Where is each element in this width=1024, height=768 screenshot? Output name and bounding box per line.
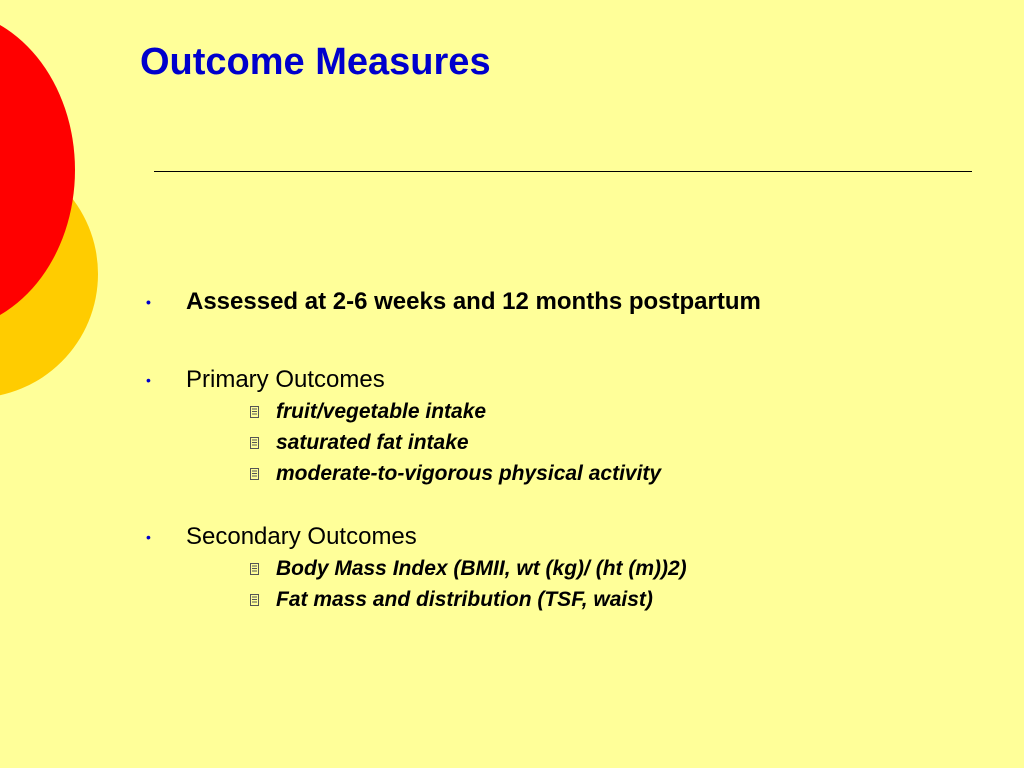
sub-item <box>186 584 1000 615</box>
bullet-dot-icon: • <box>146 529 151 545</box>
sub-item <box>186 396 1000 427</box>
primary-outcomes-list <box>186 396 1000 489</box>
bullet-dot-icon: • <box>146 294 151 310</box>
sub-item-text: fruit/vegetable intake <box>276 400 487 423</box>
bullet-text: Secondary Outcomes <box>186 523 417 550</box>
document-lines-icon <box>250 437 259 449</box>
bullet-primary-outcomes <box>140 366 1000 489</box>
sub-item-text: Fat mass and distribution (TSF, waist) <box>276 588 653 611</box>
bullet-text: Assessed at 2-6 weeks and 12 months postpartum <box>186 288 761 315</box>
bullet-text: Primary Outcomes <box>186 366 385 393</box>
bullet-list <box>140 288 1000 615</box>
title-divider <box>154 171 972 172</box>
slide-title: Outcome Measures <box>140 41 491 83</box>
sub-item-text: saturated fat intake <box>276 431 469 454</box>
sub-item-text: Body Mass Index (BMII, wt (kg)/ (ht (m))2) <box>276 557 687 580</box>
bullet-assessment <box>140 288 1000 316</box>
document-lines-icon <box>250 468 259 480</box>
secondary-outcomes-list <box>186 553 1000 615</box>
document-lines-icon <box>250 406 259 418</box>
sub-item <box>186 427 1000 458</box>
bullet-dot-icon: • <box>146 372 151 388</box>
sub-item <box>186 553 1000 584</box>
bullet-secondary-outcomes <box>140 523 1000 615</box>
sub-item <box>186 458 1000 489</box>
document-lines-icon <box>250 594 259 606</box>
document-lines-icon <box>250 563 259 575</box>
sub-item-text: moderate-to-vigorous physical activity <box>276 462 662 485</box>
